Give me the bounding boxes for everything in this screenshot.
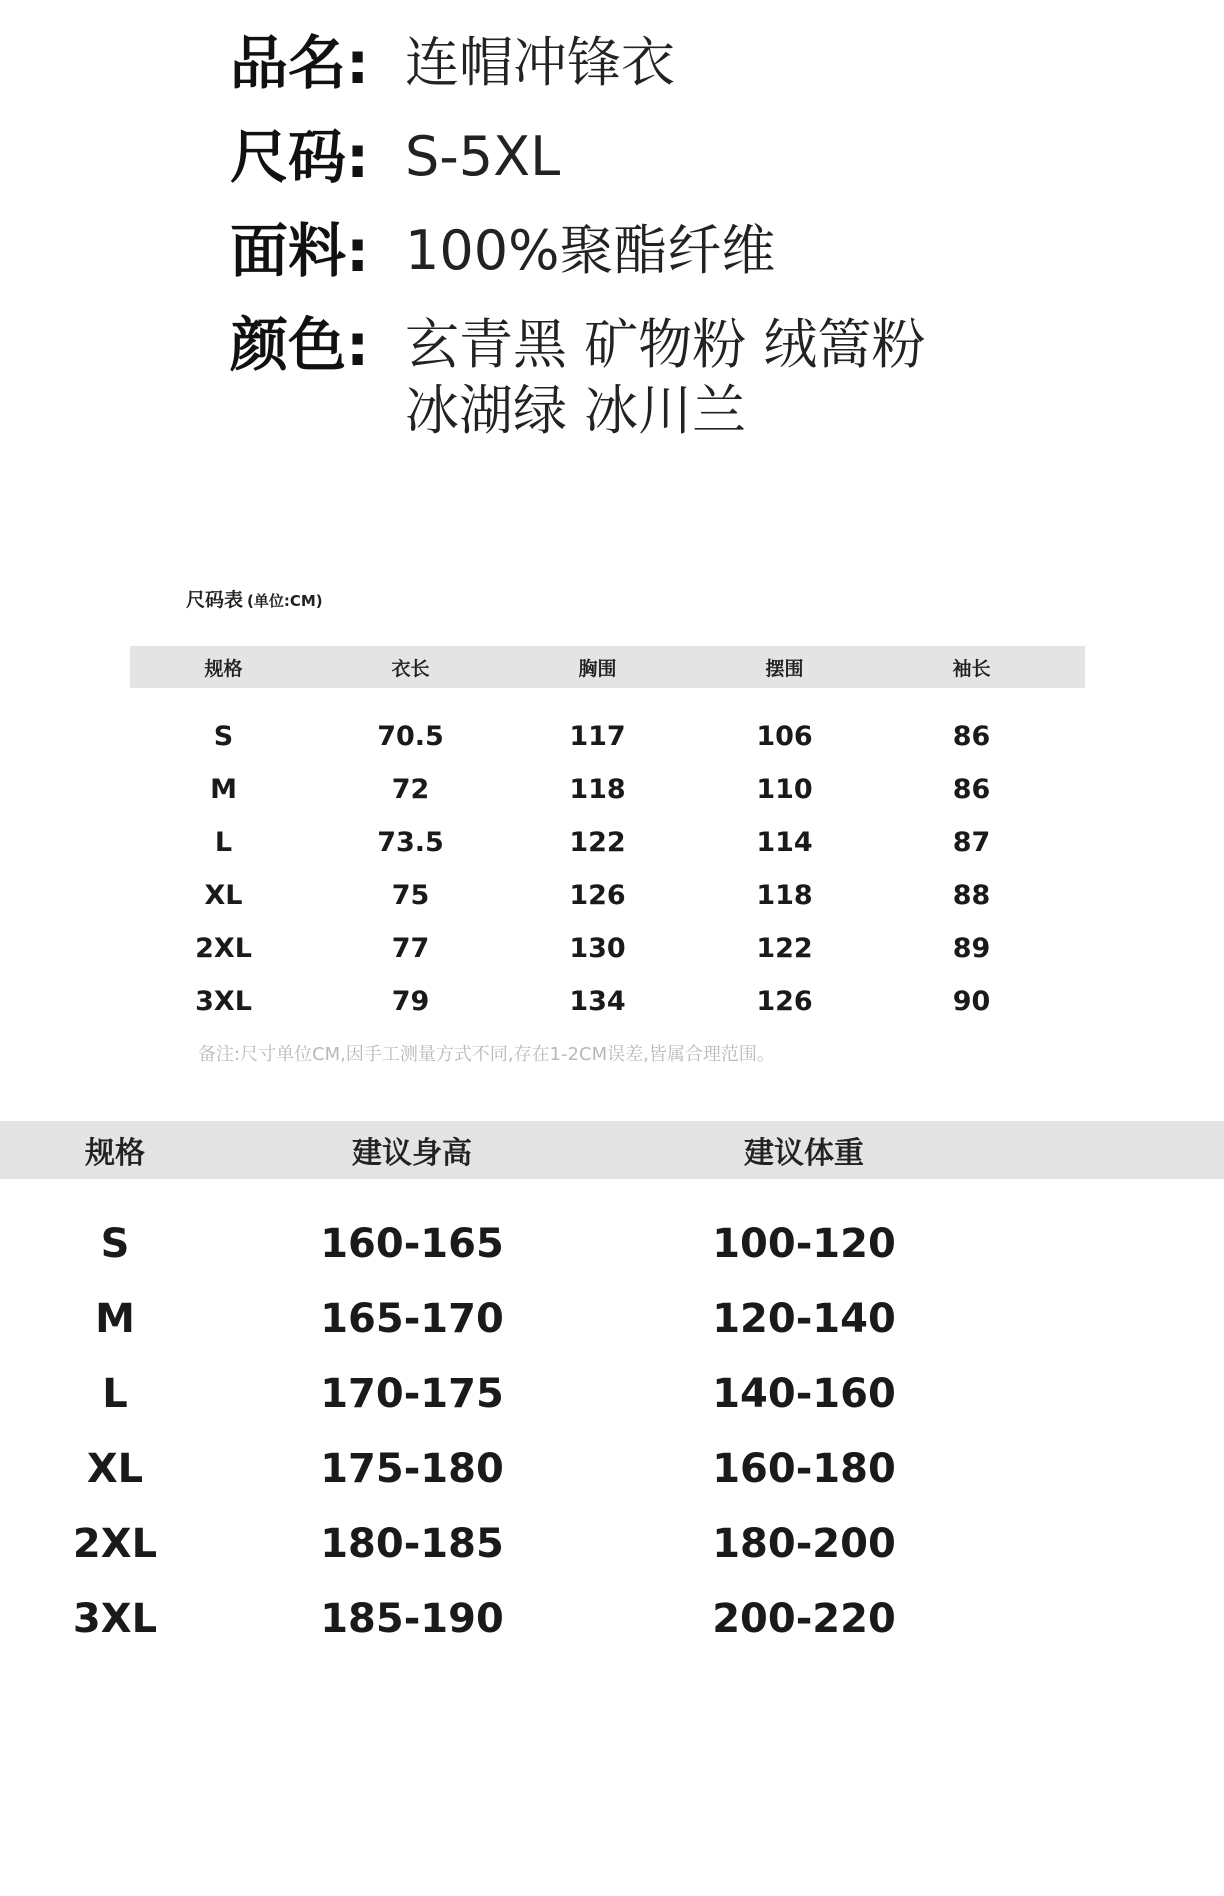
product-fabric-label: 面料: [230,217,370,285]
table-cell: 90 [952,986,991,1017]
table-cell: 79 [391,986,430,1017]
size-chart-unit: (单位:CM) [247,592,323,610]
size-chart-title-text: 尺码表 [186,589,244,611]
product-size-row [230,124,1050,190]
table-row [0,1506,1224,1581]
table-cell: 89 [952,933,991,964]
table-cell: 185-190 [320,1595,504,1642]
table-cell: 200-220 [712,1595,896,1642]
product-color-row [230,312,1050,444]
table-row [130,710,1085,763]
product-color-line-1: 玄青黑 矿物粉 绒篙粉 [405,313,926,376]
table-cell: 122 [569,827,626,858]
table-cell: 118 [569,774,626,805]
table-cell: 120-140 [712,1295,896,1342]
table-cell: 165-170 [320,1295,504,1342]
table-cell: 160-165 [320,1220,504,1267]
table-cell: XL [204,880,243,911]
table-cell: 117 [569,721,626,752]
size-chart-header-cell: 摆围 [765,657,804,680]
product-name-row [230,30,1050,96]
table-cell: 88 [952,880,991,911]
table-cell: 86 [952,774,991,805]
product-color-line-2: 冰湖绿 冰川兰 [405,379,747,442]
product-size-label: 尺码: [230,123,370,191]
recommendation-header-cell: 规格 [85,1136,145,1171]
size-chart-table [130,646,1085,1028]
product-fabric-row [230,218,1050,284]
product-fabric-value: 100%聚酯纤维 [405,219,776,282]
table-cell: L [214,827,233,858]
table-cell: 110 [756,774,813,805]
size-chart-note: 备注:尺寸单位CM,因手工测量方式不同,存在1-2CM误差,皆属合理范围。 [198,1044,775,1065]
table-cell: 122 [756,933,813,964]
size-chart-header-cell: 衣长 [391,657,430,680]
table-cell: 2XL [195,933,252,964]
table-cell: 126 [569,880,626,911]
recommendation-header-cell: 建议身高 [352,1136,472,1171]
table-cell: 2XL [72,1520,158,1567]
table-cell: 3XL [72,1595,158,1642]
table-cell: 175-180 [320,1445,504,1492]
table-cell: 73.5 [377,827,444,858]
product-size-value: S-5XL [405,125,561,188]
product-name-value: 连帽冲锋衣 [405,31,675,94]
table-cell: 118 [756,880,813,911]
product-name-label: 品名: [230,29,370,97]
table-cell: 140-160 [712,1370,896,1417]
table-row [130,975,1085,1028]
table-cell: 106 [756,721,813,752]
table-cell: 160-180 [712,1445,896,1492]
table-cell: 180-200 [712,1520,896,1567]
size-chart-header-row [130,646,1085,688]
table-row [0,1581,1224,1656]
table-row [0,1281,1224,1356]
recommendation-header-cell: 建议体重 [744,1136,864,1171]
size-chart-header-cell: 规格 [204,657,243,680]
size-chart-body [130,710,1085,1028]
table-cell: 114 [756,827,813,858]
table-cell: 126 [756,986,813,1017]
table-cell: S [213,721,234,752]
table-cell: 100-120 [712,1220,896,1267]
table-row [130,763,1085,816]
table-cell: 86 [952,721,991,752]
size-chart-header-cell: 袖长 [952,657,991,680]
table-cell: M [210,774,237,805]
table-cell: 170-175 [320,1370,504,1417]
table-row [130,869,1085,922]
recommendation-header-row [0,1121,1224,1179]
product-color-label: 颜色: [230,311,370,379]
size-chart-header-cell: 胸围 [578,657,617,680]
table-cell: 134 [569,986,626,1017]
table-cell: 180-185 [320,1520,504,1567]
table-cell: 87 [952,827,991,858]
table-row [0,1206,1224,1281]
product-info [230,30,1050,472]
table-cell: 3XL [195,986,252,1017]
table-row [130,816,1085,869]
recommendation-table [0,1121,1224,1656]
table-cell: 77 [391,933,430,964]
table-cell: 130 [569,933,626,964]
table-cell: 75 [391,880,430,911]
table-cell: XL [86,1445,144,1492]
table-cell: M [95,1295,135,1342]
table-cell: S [100,1220,130,1267]
recommendation-body [0,1206,1224,1656]
product-color-value [405,312,925,444]
size-chart-title [186,585,323,612]
table-row [0,1431,1224,1506]
table-row [0,1356,1224,1431]
table-cell: 70.5 [377,721,444,752]
table-cell: 72 [391,774,430,805]
table-row [130,922,1085,975]
table-cell: L [102,1370,128,1417]
